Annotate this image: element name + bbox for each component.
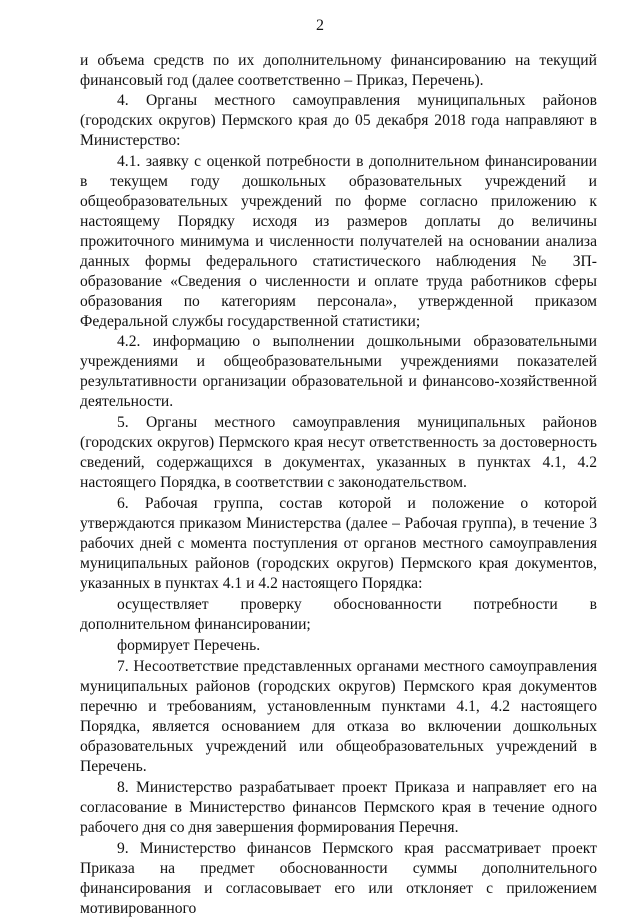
paragraph: и объема средств по их дополнительному финансированию на текущий финансовый год (далее соответственно – Приказ, Перечень). [80, 52, 597, 89]
paragraph: 4.2. информацию о выполнении дошкольными образовательными учреждениями и общеобразовательными учреждениями показателей результативности организации образовательной и финансово-хозяйственной деятельности. [80, 333, 597, 410]
paragraph: 9. Министерство финансов Пермского края рассматривает проект Приказа на предмет обоснованности суммы дополнительного финансирования и согласовывает его или отклоняет с приложением мотивированного [80, 840, 597, 917]
document-body [80, 51, 597, 919]
page-number: 2 [316, 17, 324, 34]
paragraph: 4. Органы местного самоуправления муниципальных районов (городских округов) Пермского края до 05 декабря 2018 года направляют в Министерство: [80, 92, 597, 149]
paragraph: 6. Рабочая группа, состав которой и положение о которой утверждаются приказом Министерства (далее – Рабочая группа), в течение 3 рабочих дней с момента поступления от органов местного самоуправления муниципальных районов (городских округов) Пермского края документов, указанных в пунктах 4.1 и 4.2 настоящего Порядка: [80, 495, 597, 592]
paragraph: 7. Несоответствие представленных органами местного самоуправления муниципальных районов (городских округов) Пермского края документов перечню и требованиям, установленным пунктами 4.1, 4.2 настоящего Порядка, является основанием для отказа во включении дошкольных образовательных учреждений или общеобразовательных учреждений в Перечень. [80, 658, 597, 775]
paragraph: формирует Перечень. [117, 637, 261, 654]
paragraph: осуществляет проверку обоснованности потребности в дополнительном финансировании; [80, 596, 597, 633]
paragraph: 5. Органы местного самоуправления муниципальных районов (городских округов) Пермского края несут ответственность за достоверность сведений, содержащихся в документах, указанных в пунктах 4.1, 4.2 настоящего Порядка, в соответствии с законодательством. [80, 414, 597, 491]
paragraph: 4.1. заявку с оценкой потребности в дополнительном финансировании в текущем году дошкольных образовательных учреждений и общеобразовательных учреждений по форме согласно приложению к настоящему Порядку исходя из размеров доплаты до величины прожиточного минимума и численности получателей на основании анализа данных формы федерального статистического наблюдения № ЗП-образование «Сведения о численности и оплате труда работников сферы образования по категориям персонала», утвержденной приказом Федеральной службы государственной статистики; [80, 153, 597, 330]
paragraph: 8. Министерство разрабатывает проект Приказа и направляет его на согласование в Министерство финансов Пермского края в течение одного рабочего дня со дня завершения формирования Перечня. [80, 779, 597, 836]
